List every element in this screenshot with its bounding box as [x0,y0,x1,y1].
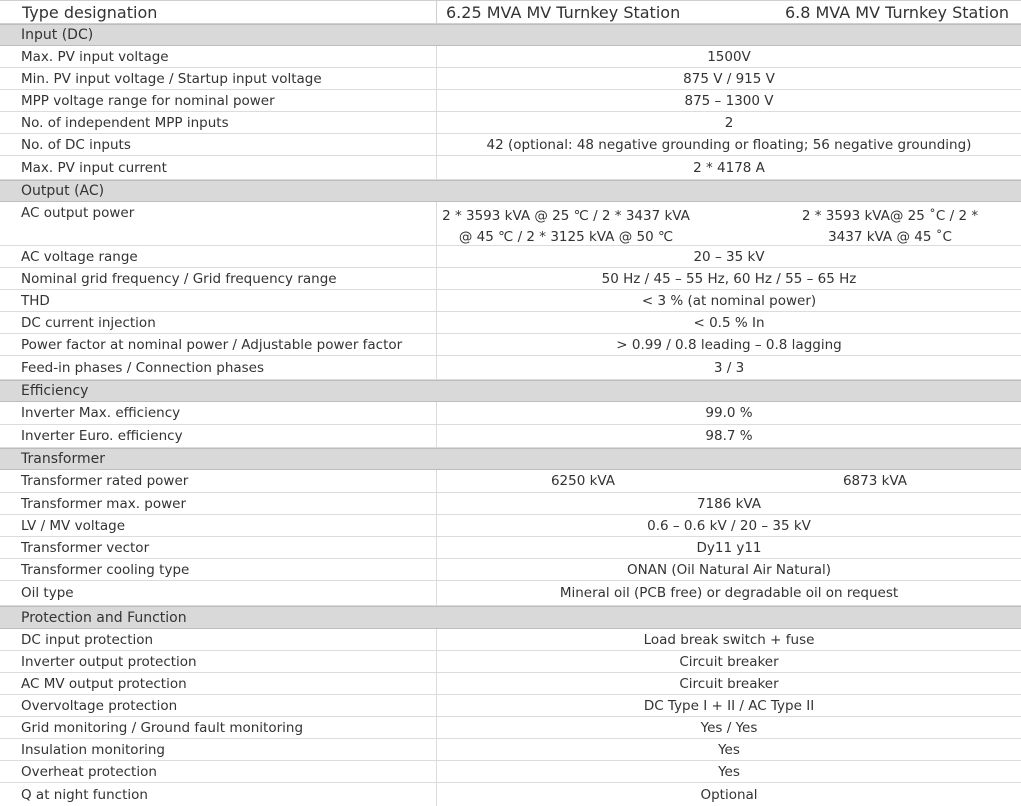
row-value: Circuit breaker [679,675,779,692]
section-title: Input (DC) [21,27,94,43]
table-row [0,537,1021,559]
row-label: No. of DC inputs [21,136,131,153]
row-value: 20 – 35 kV [693,248,765,265]
row-value: < 0.5 % In [693,314,765,331]
table-row [0,651,1021,673]
ac-power-6-25mva [437,206,695,248]
table-row [0,717,1021,739]
table-row [0,46,1021,68]
section-title: Efficiency [21,383,89,399]
table-row [0,290,1021,312]
row-value: Yes [718,763,740,780]
row-label: DC current injection [21,314,156,331]
row-label: Inverter Max. efficiency [21,405,181,421]
section-title: Protection and Function [21,609,187,626]
row-label: Inverter Euro. efficiency [21,428,183,444]
row-label: Insulation monitoring [21,741,165,758]
row-value: 50 Hz / 45 – 55 Hz, 60 Hz / 55 – 65 Hz [601,270,857,287]
row-label: AC MV output protection [21,675,187,692]
row-value: 7186 kVA [696,495,762,512]
table-row [0,739,1021,761]
table-row [0,470,1021,493]
value-line: @ 45 ℃ / 2 * 3125 kVA @ 50 ℃ [458,229,674,245]
row-label: Max. PV input voltage [21,48,169,65]
row-value: 42 (optional: 48 negative grounding or floating; 56 negative grounding) [486,136,972,153]
row-label: Nominal grid frequency / Grid frequency range [21,270,337,287]
rated-power-6-25mva: 6250 kVA [550,473,616,489]
row-value: 875 – 1300 V [684,92,774,109]
row-label: Feed-in phases / Connection phases [21,359,265,376]
row-label: AC output power [21,205,135,221]
row-label: Transformer rated power [21,473,189,489]
ac-power-6-8mva [770,206,1010,248]
row-value: Circuit breaker [679,653,779,670]
table-row [0,246,1021,268]
table-row [0,68,1021,90]
table-row [0,581,1021,606]
section-title: Transformer [21,451,106,467]
header-label: Type designation [22,2,158,22]
table-row [0,112,1021,134]
row-label: THD [21,292,50,309]
row-label: Overheat protection [21,763,157,780]
row-label: Transformer max. power [21,495,187,512]
row-label: DC input protection [21,631,154,648]
row-value: 3 / 3 [713,359,745,376]
row-label: AC voltage range [21,248,138,265]
row-value: 2 [724,114,734,131]
row-value: 2 * 4178 A [693,159,765,176]
table-row [0,312,1021,334]
row-label: Grid monitoring / Ground fault monitoring [21,719,304,736]
table-row [0,90,1021,112]
value-line: 2 * 3593 kVA@ 25 ˚C / 2 * [801,208,979,224]
table-row [0,156,1021,180]
section-transformer [0,448,1021,470]
row-value: DC Type I + II / AC Type II [643,697,815,714]
row-value: Yes [718,741,740,758]
row-label: Q at night function [21,786,148,803]
table-header [0,0,1021,24]
table-row [0,493,1021,515]
table-row [0,761,1021,783]
section-input-dc [0,24,1021,46]
table-row [0,356,1021,380]
table-row [0,783,1021,806]
row-label: Transformer cooling type [21,561,190,578]
row-value: Load break switch + fuse [643,631,815,648]
row-value: Dy11 y11 [696,539,762,556]
column-divider [436,1,437,23]
row-value: 875 V / 915 V [683,70,775,87]
table-row [0,134,1021,156]
row-value: Optional [700,786,758,803]
table-row [0,673,1021,695]
row-label: Min. PV input voltage / Startup input voltage [21,70,322,87]
row-value: Mineral oil (PCB free) or degradable oil on request [559,585,899,601]
table-row [0,334,1021,356]
row-value: 1500V [707,48,751,65]
row-label: Inverter output protection [21,653,197,670]
header-col-6-25mva: 6.25 MVA MV Turnkey Station [446,2,681,22]
row-value: > 0.99 / 0.8 leading – 0.8 lagging [616,336,842,353]
section-protection [0,606,1021,629]
table-row [0,629,1021,651]
row-label: LV / MV voltage [21,517,126,534]
section-output-ac [0,180,1021,202]
row-value: < 3 % (at nominal power) [641,292,817,309]
table-row [0,695,1021,717]
row-value: 98.7 % [705,428,753,444]
row-value: 0.6 – 0.6 kV / 20 – 35 kV [647,517,811,534]
section-efficiency [0,380,1021,402]
table-row [0,402,1021,425]
row-value: ONAN (Oil Natural Air Natural) [626,561,831,578]
row-value: Yes / Yes [700,719,758,736]
table-row [0,425,1021,448]
row-label: Power factor at nominal power / Adjustable power factor [21,336,403,353]
value-line: 3437 kVA @ 45 ˚C [828,229,952,245]
rated-power-6-8mva: 6873 kVA [842,473,908,489]
row-label: MPP voltage range for nominal power [21,92,275,109]
row-label: No. of independent MPP inputs [21,114,229,131]
value-line: 2 * 3593 kVA @ 25 ℃ / 2 * 3437 kVA [442,208,690,224]
table-row [0,515,1021,537]
row-label: Overvoltage protection [21,697,178,714]
header-col-6-8mva: 6.8 MVA MV Turnkey Station [784,2,1009,22]
row-label: Transformer vector [21,539,150,556]
table-row [0,559,1021,581]
row-label: Max. PV input current [21,159,167,176]
row-label: Oil type [21,585,74,601]
table-row [0,268,1021,290]
table-row [0,202,1021,246]
section-title: Output (AC) [21,183,105,199]
row-value: 99.0 % [705,405,753,421]
